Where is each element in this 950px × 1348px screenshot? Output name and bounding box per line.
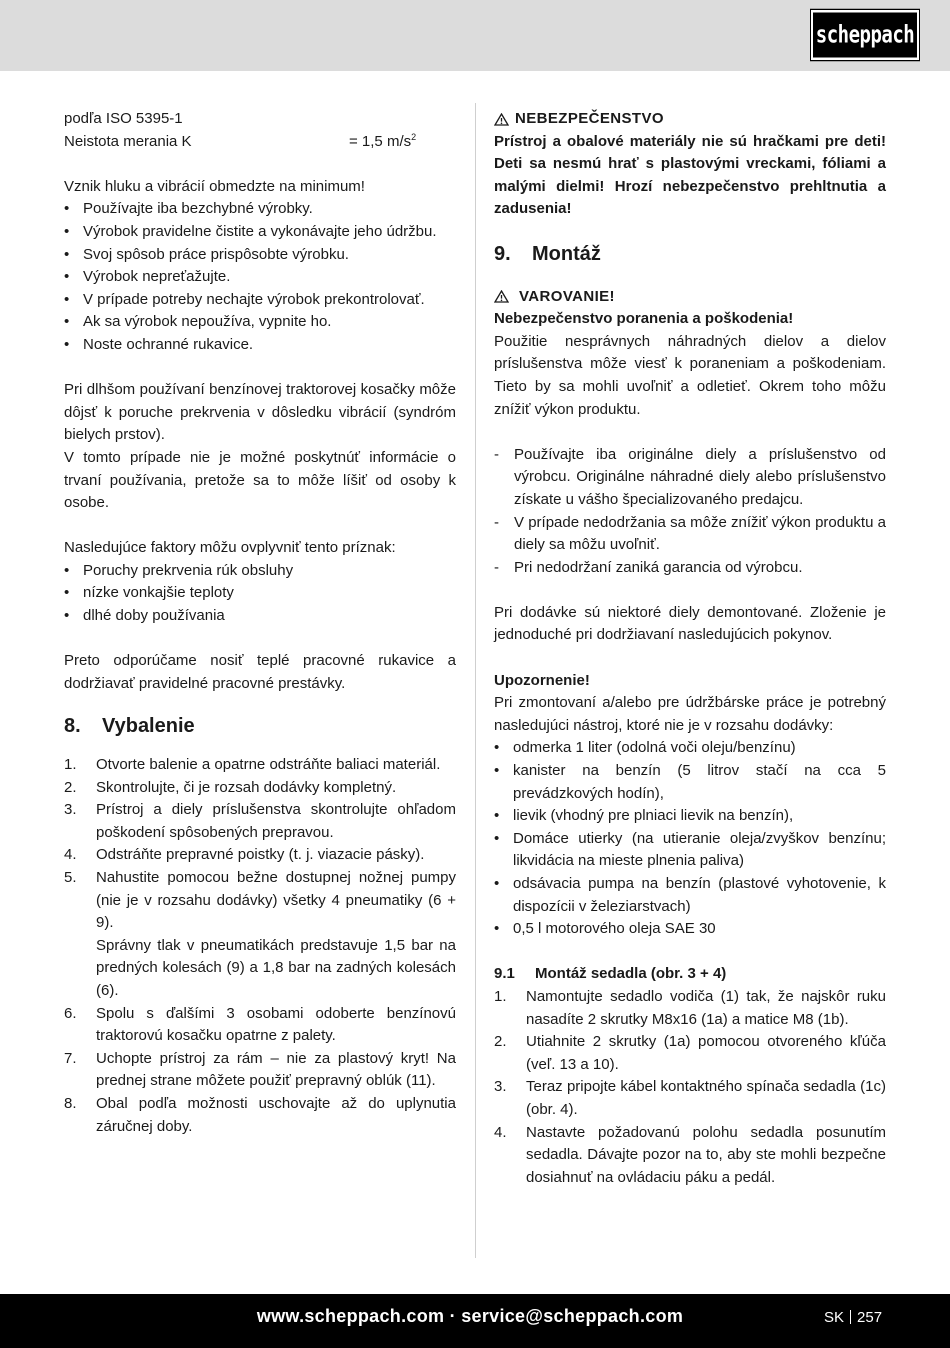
notice-heading: Upozornenie! [494,671,590,689]
list-item: - Pri nedodržaní zaniká garancia od výrobcu. [494,558,803,576]
list-item: 3. Prístroj a diely príslušenstva skontrolujte ohľadom poškodení spôsobených prepravou. [64,801,456,841]
list-item: • dlhé doby používania [64,607,225,625]
warning-triangle-icon [494,290,509,303]
warning-heading: VAROVANIE! [494,286,886,309]
footer-links[interactable]: www.scheppach.com · service@scheppach.com [256,1306,684,1326]
seat-steps [494,986,886,1189]
list-item: • Výrobok pravidelne čistite a vykonávajte jeho údržbu. [64,222,437,240]
unpacking-steps [64,754,456,1138]
list-item: - V prípade nedodržania sa môže znížiť výkon produktu a diely sa môžu uvoľniť. [494,513,886,554]
standard-line: podľa ISO 5395-1 [64,110,183,127]
warning-subtitle: Nebezpečenstvo poranenia a poškodenia! [494,310,794,328]
scheppach-logo: scheppach [811,10,919,60]
list-item: 8. Obal podľa možnosti uschovajte až do uplynutia záručnej doby. [64,1094,456,1135]
uncertainty-label: Neistota merania K [64,132,192,150]
list-item: • Výrobok nepreťažujte. [64,268,231,286]
list-item: 1. Namontujte sedadlo vodiča (1) tak, že najskôr ruku nasadíte 2 skrutky M8x16 (1a) a matice M8 (1b). [494,987,886,1028]
list-item: • Noste ochranné rukavice. [64,335,254,353]
delivery-note: Pri dodávke sú niektoré diely demontované. Zloženie je jednoduché pri dodržiavaní nasledujúcich pokynov. [494,603,886,644]
warning-triangle-icon [494,113,509,126]
section-heading-seat: 9.1 Montáž sedadla (obr. 3 + 4) [494,965,727,983]
right-column [494,108,886,1189]
list-item: • Poruchy prekrvenia rúk obsluhy [64,561,294,579]
list-item: • Svoj spôsob práce prispôsobte výrobku. [64,245,349,263]
list-item: • Domáce utierky (na utieranie oleja/zvyškov benzínu; likvidácia na mieste plnenia paliva) [494,829,886,870]
tools-list [494,737,886,940]
list-item: 5. Nahustite pomocou bežne dostupnej nožnej pumpy (nie je v rozsahu dodávky) všetky 4 pneumatiky (6 + 9). Správny tlak v pneumatikách predstavuje 1,5 bar na predných kolesách (9) a 1,8 bar na zadných kolesách (6). [64,869,456,999]
noise-intro: Vznik hluku a vibrácií obmedzte na minimum! [64,177,365,195]
section-heading-unpacking: 8. Vybalenie [64,715,195,738]
factors-list [64,560,456,628]
list-item: 1. Otvorte balenie a opatrne odstráňte baliaci materiál. [64,756,441,774]
list-item: 6. Spolu s ďalšími 3 osobami odoberte benzínovú traktorovú kosačku opatrne z palety. [64,1004,456,1045]
notice-text: Pri zmontovaní a/alebo pre údržbárske práce je potrebný nasledujúci nástroj, ktoré nie je v rozsahu dodávky: [494,694,886,734]
page-number: SK 257 [824,1309,883,1326]
list-item: • kanister na benzín (5 litrov stačí na cca 5 prevádzkových hodín), [494,762,886,802]
column-divider [475,103,476,1258]
page-header [0,0,950,71]
list-item: • V prípade potreby nechajte výrobok prekontrolovať. [64,290,425,308]
vibration-paragraph: Pri dlhšom používaní benzínovej traktorovej kosačky môže dôjsť k poruche prekrvenia v dôsledku vibrácií (syndróm bielych prstov). [64,381,456,444]
list-item: • Ak sa výrobok nepoužíva, vypnite ho. [64,313,332,331]
list-item: • 0,5 l motorového oleja SAE 30 [494,920,716,938]
list-item: • odsávacia pumpa na benzín (plastové vyhotovenie, k dispozícii v železiarstvach) [494,875,886,915]
danger-heading: NEBEZPEČENSTVO [494,108,886,131]
list-item: 2. Utiahnite 2 skrutky (1a) pomocou otvoreného kľúča (veľ. 13 a 10). [494,1033,886,1073]
uncertainty-row [64,131,456,154]
list-item: - Používajte iba originálne diely a príslušenstvo od výrobcu. Originálne náhradné diely alebo príslušenstvo získate u vášho špecializovaného predajcu. [494,445,886,508]
section-heading-assembly: 9. Montáž [494,242,601,265]
vibration-paragraph: V tomto prípade nie je možné poskytnúť informácie o trvaní používania, pretože sa to môže líšiť od osoby k osobe. [64,448,456,512]
danger-text: Prístroj a obalové materiály nie sú hračkami pre deti! Deti sa nesmú hrať s plastovými vreckami, fóliami a malými dielmi! Hrozí nebezpečenstvo prehltnutia a zadusenia! [494,132,886,218]
list-item: • nízke vonkajšie teploty [64,584,234,602]
factors-intro: Nasledujúce faktory môžu ovplyvniť tento príznak: [64,539,396,557]
list-item: 4. Odstráňte prepravné poistky (t. j. viazacie pásky). [64,846,425,864]
list-item: • lievik (vhodný pre plniaci lievik na benzín), [494,807,794,825]
list-item: 3. Teraz pripojte kábel kontaktného spínača sedadla (1c) (obr. 4). [494,1078,886,1118]
list-item: 7. Uchopte prístroj za rám – nie za plastový kryt! Na prednej strane môžete použiť prepravný oblúk (11). [64,1049,456,1090]
left-column [64,108,456,1138]
uncertainty-value: = 1,5 $m/s^2$ [349,131,417,150]
list-item: • Používajte iba bezchybné výrobky. [64,200,313,218]
warning-text: Použitie nesprávnych náhradných dielov a dielov príslušenstva môže viesť k poraneniam a poškodeniam. Tieto by sa mohli uvoľniť a odletieť. Okrem toho môžu znížiť výkon produktu. [494,332,886,418]
warning-list [494,444,886,580]
list-item: 4. Nastavte požadovanú polohu sedadla posunutím sedadla. Dávajte pozor na to, aby ste mohli bezpečne dosiahnuť na ovládaciu páku a pedál. [494,1123,886,1186]
noise-list [64,198,456,356]
list-item: • odmerka 1 liter (odolná voči oleju/benzínu) [494,739,796,757]
list-item: 2. Skontrolujte, či je rozsah dodávky kompletný. [64,778,397,796]
recommendation: Preto odporúčame nosiť teplé pracovné rukavice a dodržiavať pravidelné pracovné prestávky. [64,652,456,692]
